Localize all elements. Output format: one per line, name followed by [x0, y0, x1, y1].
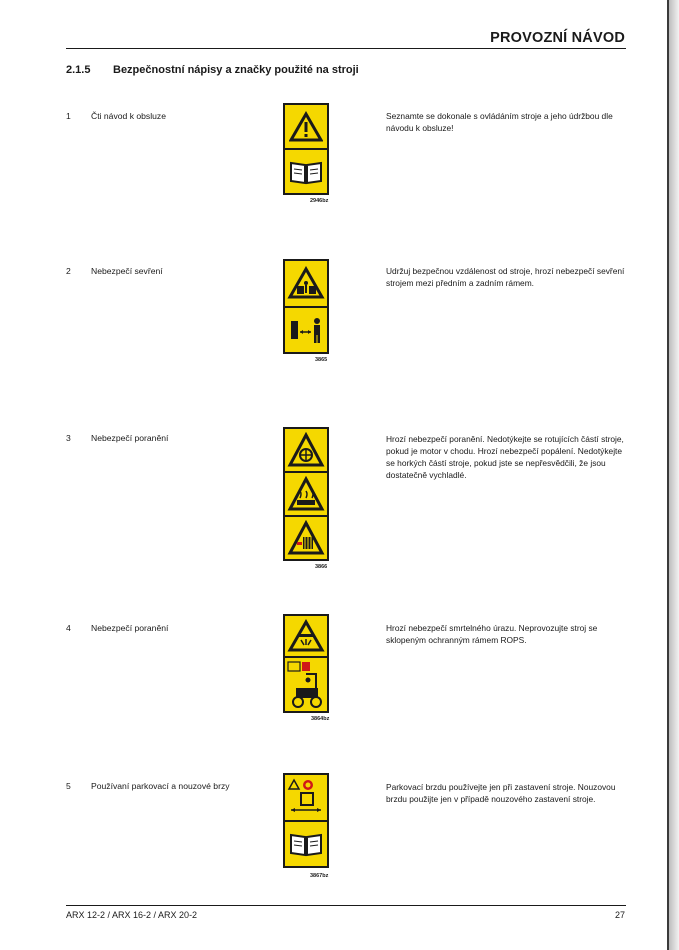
safety-label-3867bz: [283, 773, 329, 868]
page-number: 27: [614, 910, 625, 920]
safety-label-3866: [283, 427, 329, 561]
open-book-icon: [285, 822, 327, 867]
item-label: Používaní parkovací a nouzové brzy: [91, 781, 230, 791]
item-description: Parkovací brzdu používejte jen při zastavení stroje. Nouzovou brzdu použijte jen v případě nouzového zastavení stroje.: [386, 782, 616, 804]
safety-label-3865: [283, 259, 329, 354]
section-title: Bezpečnostní nápisy a značky použité na stroji: [113, 64, 359, 76]
item-description: Udržuj bezpečnou vzdálenost od stroje, hrozí nebezpečí sevření strojem mezi předním a zadním rámem.: [386, 266, 625, 288]
label-code: 3864bz: [311, 716, 330, 722]
item-description: Hrozí nebezpečí smrtelného úrazu. Neprovozujte stroj se sklopeným ochranným rámem ROPS.: [386, 623, 598, 645]
item-number: 2: [66, 266, 71, 276]
header-rule: [66, 48, 626, 49]
item-description: Seznamte se dokonale s ovládáním stroje a jeho údržbou dle návodu k obsluze!: [386, 111, 613, 133]
parking-brake-icon: [285, 775, 327, 820]
page-edge-shadow: [669, 0, 679, 950]
label-code: 3866: [315, 564, 328, 570]
crush-hazard-icon: [285, 261, 327, 306]
item-number: 1: [66, 111, 71, 121]
fan-hazard-icon: [285, 517, 327, 559]
safety-label-3864bz: [283, 614, 329, 713]
item-label: Nebezpečí poranění: [91, 623, 169, 633]
label-code: 3867bz: [310, 873, 329, 879]
item-number: 4: [66, 623, 71, 633]
item-number: 3: [66, 433, 71, 443]
keep-distance-icon: [285, 308, 327, 353]
footer-rule: [66, 905, 626, 906]
safety-label-2946bz: [283, 103, 329, 195]
warning-triangle-icon: [285, 105, 327, 148]
item-number: 5: [66, 781, 71, 791]
open-book-icon: [285, 150, 327, 193]
rotating-parts-icon: [285, 429, 327, 471]
item-description: Hrozí nebezpečí poranění. Nedotýkejte se rotujících částí stroje, pokud je motor v chodu. Hrozí nebezpečí popálení. Nedotýkejte se horkých částí stroje, pokud jste se nepřesvědčili, že jsou dostatečně vychladlé.: [386, 434, 624, 480]
label-code: 3865: [315, 357, 328, 363]
item-label: Nebezpečí poranění: [91, 433, 169, 443]
falling-object-icon: [285, 616, 327, 656]
rops-frame-icon: [285, 658, 327, 711]
page-header-title: PROVOZNÍ NÁVOD: [490, 30, 625, 46]
footer-models: ARX 12-2 / ARX 16-2 / ARX 20-2: [66, 910, 198, 920]
label-code: 2946bz: [310, 198, 329, 204]
hot-surface-icon: [285, 473, 327, 515]
item-label: Čti návod k obsluze: [91, 111, 166, 121]
item-label: Nebezpečí sevření: [91, 266, 163, 276]
section-number: 2.1.5: [66, 64, 91, 76]
